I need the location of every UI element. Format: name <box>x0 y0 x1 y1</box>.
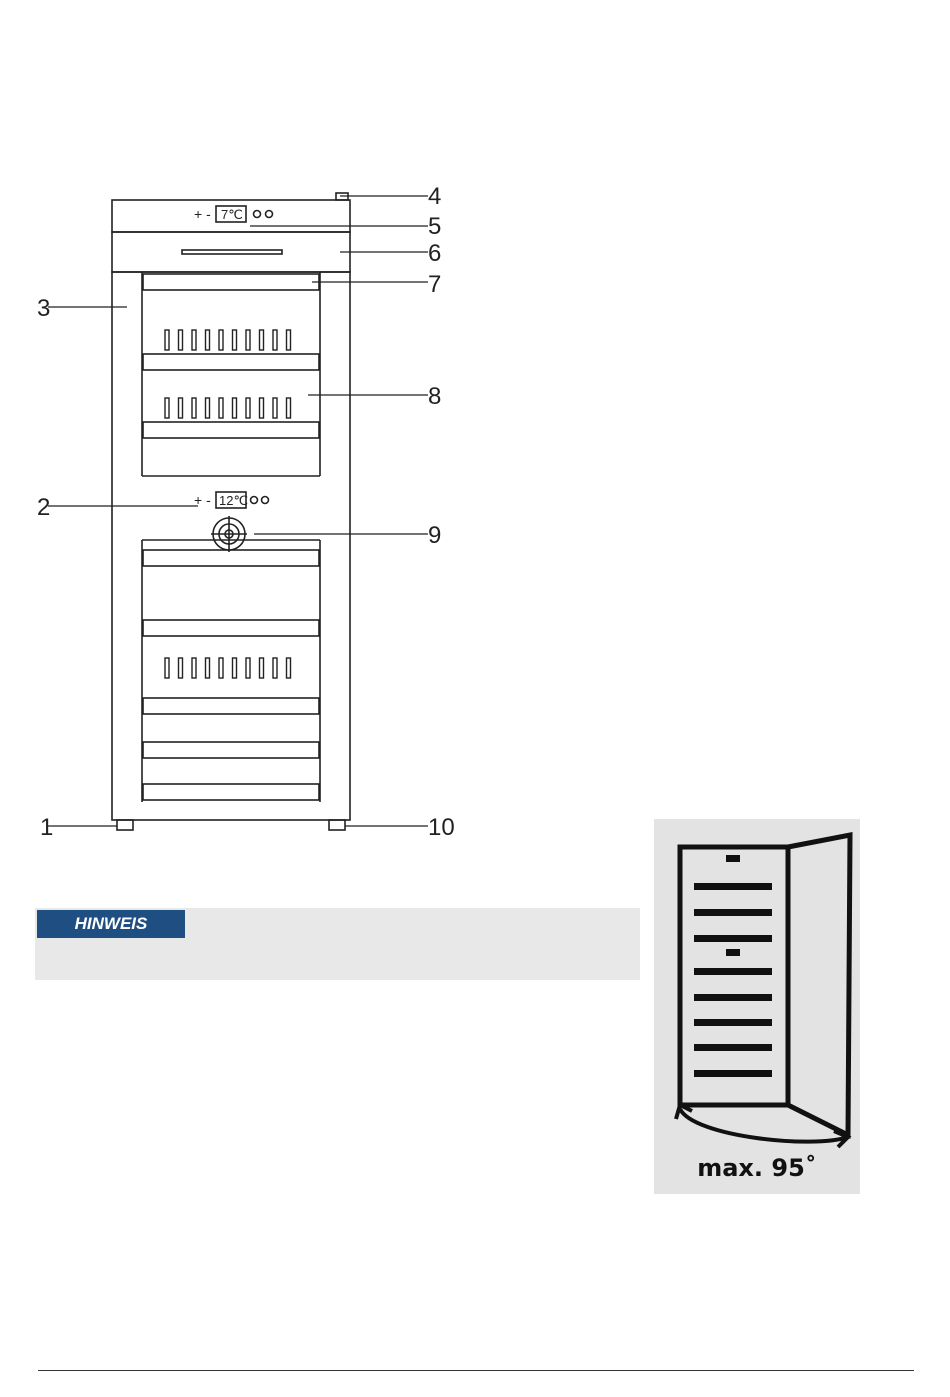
bottle-slat <box>273 330 277 350</box>
bottle-slat <box>273 658 277 678</box>
bottle-slat <box>179 398 183 418</box>
bottle-slat <box>192 330 196 350</box>
bottle-slat <box>233 658 237 678</box>
bottle-slat <box>219 330 223 350</box>
door-opening-illustration <box>654 819 860 1149</box>
door-opening-figure <box>654 819 860 1194</box>
lower-shelf-5 <box>143 784 319 800</box>
bottle-slat <box>165 398 169 418</box>
upper-top-shelf <box>143 274 319 290</box>
bottle-slat <box>219 398 223 418</box>
bottle-slat <box>179 658 183 678</box>
callout-4: 4 <box>428 183 442 210</box>
bottle-slat <box>206 398 210 418</box>
lower-shelf-1 <box>143 550 319 566</box>
bottle-slat <box>260 658 264 678</box>
lower-temperature-display: 12℃ <box>219 493 249 508</box>
bottle-slat <box>260 398 264 418</box>
max-opening-angle-caption: max. 95˚ <box>697 1154 817 1182</box>
callout-7: 7 <box>428 271 442 298</box>
upper-temperature-display: 7℃ <box>221 207 243 222</box>
wine-cooler-diagram <box>0 170 470 850</box>
foot-right <box>329 820 345 830</box>
bottle-slat <box>206 330 210 350</box>
bottle-slat <box>246 398 250 418</box>
bottle-slat <box>287 398 291 418</box>
bottle-slat <box>246 330 250 350</box>
bottle-slat <box>233 330 237 350</box>
lower-shelf-2 <box>143 620 319 636</box>
callout-5: 5 <box>428 213 442 240</box>
bottle-slat <box>206 658 210 678</box>
lower-shelf-4 <box>143 742 319 758</box>
upper-plus-minus: + - <box>194 206 211 222</box>
bottle-slat <box>192 658 196 678</box>
lower-plus-minus: + - <box>194 492 211 508</box>
callout-1: 1 <box>40 814 54 841</box>
callout-3: 3 <box>37 295 51 322</box>
bottle-slat <box>192 398 196 418</box>
bottle-slat <box>273 398 277 418</box>
bottle-slat <box>287 330 291 350</box>
notice-box <box>35 908 640 980</box>
bottle-slat <box>219 658 223 678</box>
callout-2: 2 <box>37 494 51 521</box>
foot-left <box>117 820 133 830</box>
bottle-slat <box>260 330 264 350</box>
callout-10: 10 <box>428 814 455 841</box>
cabinet-upper-strip <box>112 232 350 272</box>
upper-shelf-1 <box>143 354 319 370</box>
bottle-slat <box>233 398 237 418</box>
notice-label: HINWEIS <box>37 910 185 938</box>
footer-divider <box>38 1370 914 1371</box>
bottle-slat <box>165 330 169 350</box>
upper-shelf-2 <box>143 422 319 438</box>
handle-bar <box>182 250 282 254</box>
bottle-slat <box>165 658 169 678</box>
bottle-slat <box>179 330 183 350</box>
callout-8: 8 <box>428 383 442 410</box>
lower-shelf-3 <box>143 698 319 714</box>
bottle-slat <box>287 658 291 678</box>
callout-9: 9 <box>428 522 442 549</box>
bottle-slat <box>246 658 250 678</box>
callout-6: 6 <box>428 240 442 267</box>
